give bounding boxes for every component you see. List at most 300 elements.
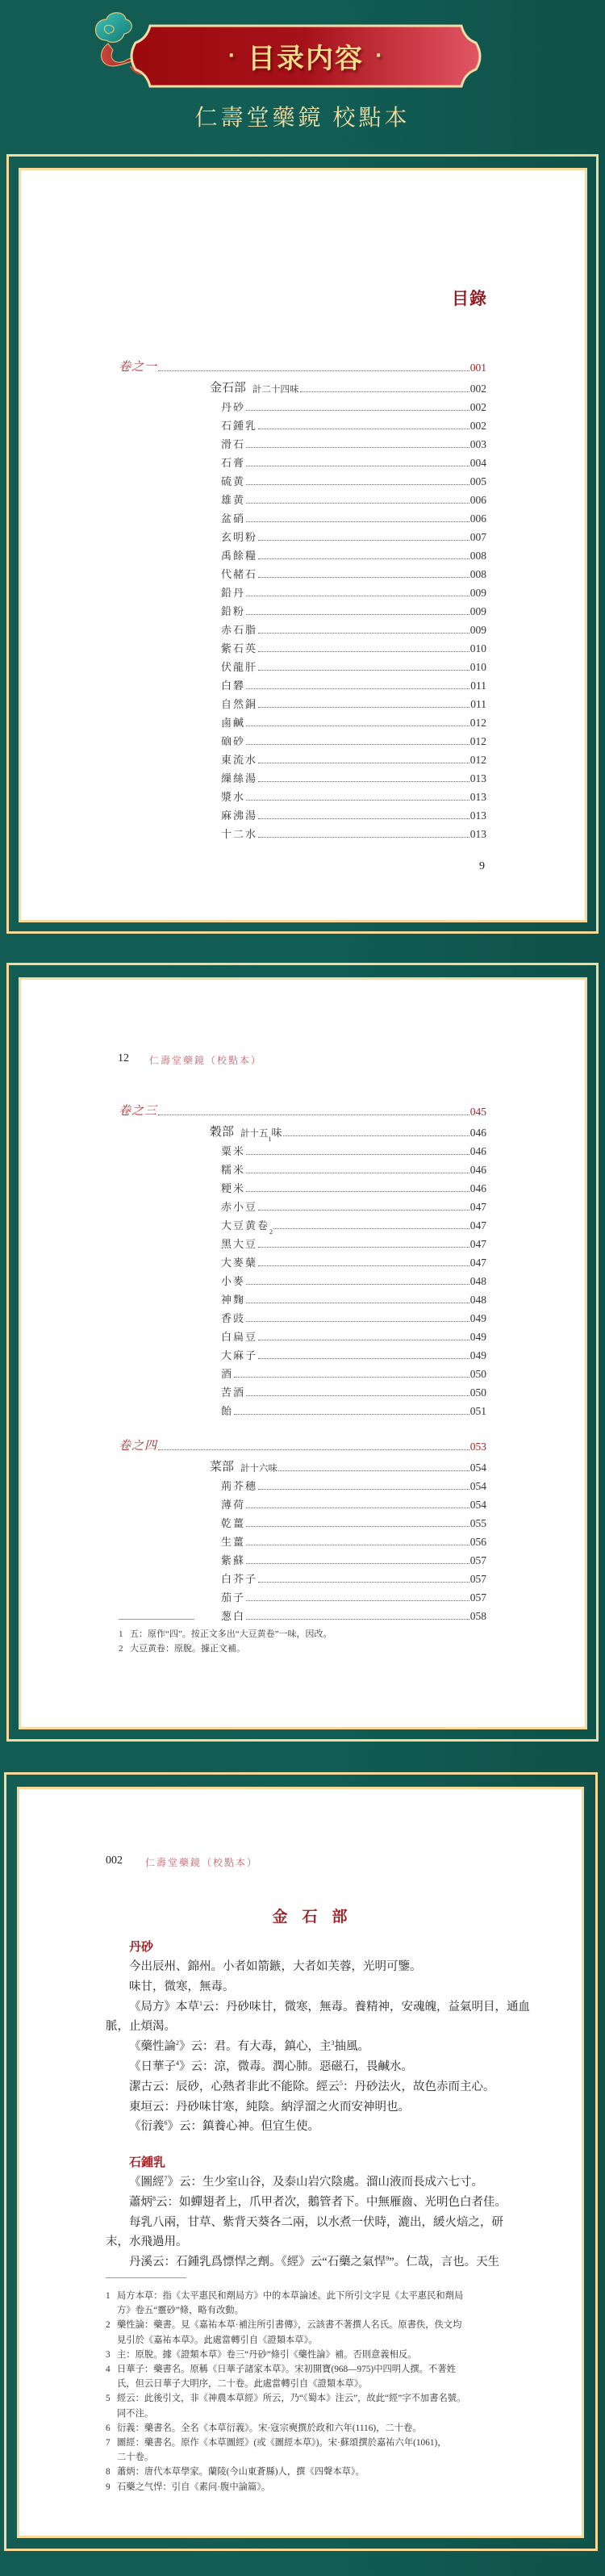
toc-entry-label: 白礬	[221, 680, 246, 692]
body-text: 云：丹砂味甘，微寒，無毒。養精神，安魂魄，益氣明目，通血	[202, 2000, 530, 2014]
section-shizhongru	[106, 2153, 507, 2273]
toc-page-number: 045	[469, 1106, 486, 1118]
toc-entry-label: 乾薑	[221, 1517, 246, 1529]
toc-row-item[interactable]	[119, 1195, 486, 1214]
footnote	[106, 2289, 501, 2318]
toc-page-number: 013	[469, 772, 486, 784]
toc-row-item[interactable]	[119, 748, 486, 767]
toc-entry-label: 茄子	[221, 1591, 246, 1604]
footnote-text: 蕭炳：唐代本草學家。蘭陵(今山東蒼縣)人，撰《四聲本草》。	[117, 2467, 365, 2478]
body-line	[106, 2172, 501, 2193]
toc-page-number: 047	[469, 1257, 486, 1269]
toc-page-number: 012	[469, 754, 486, 766]
dot-leader	[258, 781, 469, 782]
toc-row-item[interactable]	[119, 822, 486, 841]
dot-leader	[246, 503, 469, 504]
toc-page-number: 002	[469, 401, 486, 413]
toc-entry-label: 粟米	[221, 1145, 246, 1157]
footnote-number: 1	[119, 1629, 123, 1639]
toc-row-item[interactable]	[119, 730, 486, 748]
banner-title-text: 目录内容	[248, 43, 364, 75]
toc-row-item[interactable]	[119, 1399, 486, 1418]
toc-row-item[interactable]	[119, 1269, 486, 1288]
toc-row-item[interactable]	[119, 804, 486, 822]
toc-entry-label: 葱白	[221, 1610, 246, 1622]
toc-entry-label: 穀部	[210, 1126, 235, 1139]
footnote-text: 衍義：藥書名。全名《本草衍義》。宋·寇宗奭撰於政和六年(1116)，二十卷。	[117, 2423, 422, 2433]
footnote	[106, 2480, 501, 2494]
dot-leader	[258, 818, 469, 819]
body-text: 》云：生少室山谷，及泰山岩穴陰處。溜山液而長成六七寸。	[167, 2176, 483, 2189]
toc-entry-label: 荊芥穗	[221, 1480, 258, 1492]
toc-page-number: 012	[469, 735, 486, 747]
toc-row-juan[interactable]	[119, 353, 486, 374]
toc-page-number: 054	[469, 1499, 486, 1511]
dot-leader	[258, 837, 469, 838]
dot-leader	[258, 651, 469, 652]
toc-entry-label: 紫石英	[221, 642, 258, 654]
toc-row-item[interactable]: 大豆黄卷 2 047	[119, 1214, 486, 1232]
dot-leader	[258, 540, 469, 541]
toc-entry-label: 鉛丹	[221, 587, 246, 599]
footnotes-2	[119, 1627, 490, 1656]
footnote-text: 見引於《嘉祐本草》。此處當轉引自《證類本草》。	[117, 2335, 318, 2345]
toc-entry-label: 苦酒	[221, 1386, 246, 1399]
toc-entry-label: 糯米	[221, 1164, 246, 1176]
toc-row-item[interactable]	[119, 692, 486, 711]
toc-entry-label: 雄黄	[221, 494, 246, 506]
toc-row-item[interactable]	[119, 1586, 486, 1604]
toc-page-number: 057	[469, 1554, 486, 1566]
banner-title	[129, 26, 482, 86]
toc-entry-label: 香豉	[221, 1312, 246, 1324]
banner-dot-right: ·	[375, 46, 384, 66]
body-text: 味甘，微寒，無毒。	[129, 1980, 235, 1993]
body-text: 》云：君。有大毒，鎮心，主	[179, 2040, 332, 2054]
footnote-text: 主：原脫。據《證類本草》卷三“丹砂”條引《藥性論》補。否則意義相反。	[117, 2349, 417, 2360]
footnote-text: 二十卷。	[117, 2453, 154, 2463]
body-text: ”。仁哉，言也。天生	[389, 2256, 500, 2269]
toc-row-item[interactable]	[119, 1362, 486, 1381]
dot-leader	[258, 1210, 469, 1211]
toc-entry-label: 卷之一	[119, 361, 158, 374]
toc-page-number: 046	[469, 1164, 486, 1176]
toc-entry-label: 丹砂	[221, 401, 246, 413]
toc-entry-label: 鹵鹹	[221, 717, 246, 729]
dot-leader	[246, 1619, 469, 1620]
toc-page-number: 048	[469, 1294, 486, 1306]
toc-page-number: 013	[469, 828, 486, 840]
toc-page-number: 057	[469, 1591, 486, 1604]
footnote-text: 經云：此後引文，非《神農本草經》所云，乃“《蜀本》注云”，故此“經”字不加書名號。	[117, 2394, 466, 2404]
toc-row-item[interactable]	[119, 711, 486, 730]
body-line	[106, 2057, 501, 2077]
footnote	[119, 1641, 490, 1656]
toc-page-number: 010	[469, 642, 486, 654]
running-page-number: 002	[106, 1855, 123, 1867]
body-line	[106, 2037, 501, 2057]
toc-row-item[interactable]	[119, 1232, 486, 1251]
dot-leader	[246, 1563, 469, 1564]
toc-row-item[interactable]	[119, 581, 486, 600]
body-line	[106, 2252, 501, 2273]
toc-page-number: 009	[469, 587, 486, 599]
dot-leader	[258, 1358, 469, 1359]
dot-leader	[246, 744, 469, 745]
dot-leader	[234, 1414, 469, 1415]
toc-entry-label: 繅絲湯	[221, 772, 258, 784]
toc-entry-label: 卷之四	[119, 1440, 158, 1453]
toc-entry-label: 白芥子	[221, 1573, 258, 1585]
page-number: 9	[479, 860, 485, 872]
toc-title: 目錄	[452, 289, 487, 308]
toc-entry-label: 飴	[221, 1405, 234, 1417]
toc-row-item[interactable]	[119, 1177, 486, 1195]
running-title: 仁壽堂藥鏡（校點本）	[145, 1857, 259, 1868]
body-text: 東垣云：丹砂味甘寒，純陰。納浮溜之火而安神明也。	[129, 2100, 410, 2114]
footnote-number: 2	[119, 1644, 123, 1654]
toc-entry-label: 硇砂	[221, 735, 246, 747]
footnote-marker: 3	[331, 2039, 335, 2047]
dot-leader	[246, 1526, 469, 1527]
toc-page-number: 002	[469, 420, 486, 432]
toc-page-number: 049	[469, 1312, 486, 1324]
footnote	[106, 2465, 501, 2479]
footnote	[106, 2362, 501, 2391]
toc-row-juan[interactable]	[119, 1097, 486, 1119]
toc-page-number: 055	[469, 1517, 486, 1529]
entry-heading: 丹砂	[129, 1941, 154, 1954]
dot-leader	[246, 1191, 469, 1192]
toc-page-number: 054	[469, 1462, 486, 1474]
toc-entry-label: 小麥	[221, 1275, 246, 1287]
footnote-rule	[119, 1619, 194, 1620]
toc-entry-label: 大麥蘖	[221, 1257, 258, 1269]
toc-page-number: 058	[469, 1610, 486, 1622]
dot-leader	[258, 1265, 469, 1266]
footnote	[106, 2391, 501, 2420]
footnote	[106, 2318, 501, 2347]
toc-page-number: 005	[469, 475, 486, 487]
toc-entry-label: 禹餘糧	[221, 550, 258, 562]
dot-leader	[234, 1377, 469, 1378]
toc-entry-label: 漿水	[221, 791, 246, 803]
toc-row-item[interactable]	[119, 395, 486, 414]
toc-entry-note: 計二十四味	[252, 385, 299, 395]
toc-row-item[interactable]	[119, 785, 486, 804]
toc-page-number: 050	[469, 1386, 486, 1399]
footnote-text: 藥性論：藥書。見《嘉祐本草·補注所引書傳》，云該書不著撰人名氏。原書佚，佚文均	[117, 2320, 462, 2331]
toc-row-item[interactable]	[119, 1288, 486, 1307]
toc-entry-label: 赤小豆	[221, 1201, 258, 1213]
body-text: 今出辰州、錦州。小者如箭鏃，大者如芙蓉，光明可鑒。	[129, 1960, 422, 1973]
footnote-rule	[106, 2277, 186, 2278]
dot-leader	[246, 484, 469, 485]
footnote-text: 大豆黄卷：原脫。據正文補。	[130, 1644, 245, 1654]
footnote-number: 9	[106, 2482, 111, 2492]
toc-row-item[interactable]	[119, 507, 486, 525]
toc-row-item[interactable]	[119, 674, 486, 692]
footnote-text: 五：原作“四”。按正文多出“大豆黄卷”一味，因改。	[130, 1629, 332, 1639]
toc-entry-label: 鉛粉	[221, 605, 246, 617]
toc-page-number: 012	[469, 717, 486, 729]
toc-row-item[interactable]	[119, 1158, 486, 1177]
footnote-number: 1	[106, 2291, 111, 2301]
dot-leader	[283, 1135, 469, 1136]
toc-row-item[interactable]	[119, 525, 486, 544]
dot-leader	[246, 447, 469, 448]
dot-leader	[246, 521, 469, 522]
toc-page-number: 051	[469, 1405, 486, 1417]
toc-entry-label: 滑石	[221, 438, 246, 450]
footnote-marker: 5	[340, 2079, 343, 2087]
body-text: ：丹砂法火，故色赤而主心。	[343, 2080, 495, 2093]
toc-entry-label: 代赭石	[221, 568, 258, 580]
toc-row-item[interactable]	[119, 414, 486, 433]
toc-page-number: 047	[469, 1201, 486, 1213]
toc-entry-label: 金石部	[210, 382, 247, 395]
body-text: 《局方》本草	[129, 2000, 199, 2014]
footnote-marker: 2	[176, 2039, 179, 2047]
toc-row-item[interactable]	[119, 1604, 486, 1623]
footnote	[106, 2348, 501, 2362]
toc-entry-note: 計十六味	[240, 1464, 278, 1474]
body-text: 》云：涼，微毒。潤心肺。惡磁石，畏鹹水。	[179, 2060, 413, 2073]
toc-row-item[interactable]	[119, 451, 486, 470]
body-text: 每乳八兩，甘草、紫背天葵各二兩，以水煮一伏時，漉出，緩火焙之，研	[129, 2215, 503, 2229]
body-line	[106, 2097, 501, 2118]
toc-entry-note: 計十五	[240, 1129, 269, 1139]
footnote-marker: 1	[199, 1999, 202, 2007]
footnote-marker: 8	[152, 2194, 156, 2202]
dot-leader	[246, 1395, 469, 1396]
running-page-number: 12	[118, 1052, 129, 1064]
book-subtitle: 仁壽堂藥鏡 校點本	[194, 106, 411, 131]
footnote	[106, 2421, 501, 2436]
dot-leader	[258, 577, 469, 578]
toc-page-number: 046	[469, 1145, 486, 1157]
toc-page-number: 006	[469, 494, 486, 506]
toc-page-number: 054	[469, 1480, 486, 1492]
toc-page-number: 053	[469, 1441, 486, 1453]
footnote-text: 局方本草：指《太平惠民和劑局方》中的本草論述。此下所引文字見《太平惠民和劑局	[117, 2291, 464, 2301]
toc-row-item[interactable]	[119, 562, 486, 581]
toc-list-1	[119, 353, 486, 841]
dot-leader	[246, 1600, 469, 1601]
footnote-text: 方》卷五“靈砂”條，略有改動。	[117, 2306, 244, 2316]
toc-row-item[interactable]	[119, 767, 486, 785]
toc-row-bu[interactable]: 穀部 計十五 1 味 046	[119, 1121, 486, 1140]
dot-leader	[258, 633, 469, 634]
body-text: 云：如蟬翅者上，爪甲者次，鵝管者下。中無雁齒、光明色白者佳。	[156, 2195, 507, 2209]
toc-entry-label: 酒	[221, 1368, 234, 1380]
toc-page-number: 002	[469, 383, 486, 395]
toc-row-item[interactable]	[119, 488, 486, 507]
body-text: 脈，止煩渴。	[106, 2020, 176, 2034]
toc-page-number: 001	[469, 362, 486, 374]
toc-entry-label: 薄荷	[221, 1499, 246, 1511]
toc-entry-label: 菜部	[210, 1461, 235, 1474]
toc-row-item[interactable]	[119, 1344, 486, 1362]
toc-row-item[interactable]	[119, 433, 486, 451]
toc-page-number: 010	[469, 661, 486, 673]
body-text: 抽風。	[334, 2040, 369, 2054]
toc-row-bu[interactable]	[119, 1456, 486, 1474]
toc-entry-label: 卷之三	[119, 1105, 158, 1118]
footnote-number: 6	[106, 2423, 111, 2433]
toc-row-item[interactable]	[119, 600, 486, 618]
toc-row-item[interactable]	[119, 1567, 486, 1586]
toc-row-item[interactable]	[119, 1474, 486, 1493]
dot-leader	[246, 614, 469, 615]
footnote	[119, 1627, 490, 1641]
toc-row-item[interactable]	[119, 1530, 486, 1549]
toc-row-item[interactable]	[119, 1140, 486, 1158]
toc-row-item[interactable]	[119, 544, 486, 562]
toc-page-number: 056	[469, 1536, 486, 1548]
footnote-marker: 4	[176, 2059, 179, 2067]
footnote-number: 7	[106, 2438, 111, 2448]
toc-row-item[interactable]	[119, 618, 486, 637]
dot-leader	[246, 1321, 469, 1322]
toc-row-item[interactable]	[119, 637, 486, 655]
footnote-text: 圖經：藥書名。原作《本草圖經》(或《圖經本草》)。宋·蘇頌撰於嘉祐六年(1061)，	[117, 2438, 447, 2448]
toc-page-number: 047	[469, 1238, 486, 1250]
toc-entry-label: 盆硝	[221, 512, 246, 525]
toc-page-number: 009	[469, 624, 486, 636]
toc-entry-label: 生薑	[221, 1536, 246, 1548]
toc-row-item[interactable]	[119, 1493, 486, 1512]
body-text: 》云：鎮養心神。但宜生使。	[167, 2120, 319, 2134]
toc-row-item[interactable]	[119, 470, 486, 488]
toc-row-item[interactable]	[119, 1325, 486, 1344]
toc-page-number: 049	[469, 1349, 486, 1361]
footnote-number: 8	[106, 2467, 111, 2478]
dot-leader	[158, 370, 469, 371]
body-text: 蕭炳	[129, 2195, 152, 2209]
toc-row-juan[interactable]	[119, 1432, 486, 1453]
toc-page-number: 013	[469, 809, 486, 822]
dot-leader	[278, 1470, 469, 1471]
toc-entry-label: 石膏	[221, 457, 246, 469]
dot-leader	[258, 1247, 469, 1248]
toc-page-number: 047	[469, 1219, 486, 1232]
toc-entry-label: 玄明粉	[221, 531, 258, 543]
toc-page-number: 050	[469, 1368, 486, 1380]
toc-entry-label: 東流水	[221, 754, 258, 766]
toc-entry-label: 大豆黄卷	[221, 1219, 270, 1232]
dot-leader	[246, 410, 469, 411]
toc-page-number: 013	[469, 791, 486, 803]
toc-page-number: 046	[469, 1127, 486, 1139]
dot-leader	[258, 707, 469, 708]
toc-row-item[interactable]	[119, 655, 486, 674]
running-title: 仁壽堂藥鏡（校點本）	[149, 1055, 263, 1066]
toc-entry-label: 自然銅	[221, 698, 258, 710]
body-text: 《藥性論	[129, 2040, 176, 2054]
body-text: 《圖經	[129, 2176, 165, 2189]
toc-page-number: 046	[469, 1182, 486, 1194]
footnotes-3	[106, 2289, 501, 2494]
footnote-number: 4	[106, 2365, 111, 2375]
toc-entry-label: 赤石脂	[221, 624, 258, 636]
dot-leader	[246, 688, 469, 689]
toc-page-number: 007	[469, 531, 486, 543]
footnote-text: 同不注。	[117, 2408, 154, 2419]
footnote-text: 日華子：藥書名。原稱《日華子諸家本草》。宋初開寶(968—975)中四明人撰。不著姓	[117, 2365, 456, 2375]
toc-page-number: 004	[469, 457, 486, 469]
dot-leader	[258, 1582, 469, 1583]
toc-row-item[interactable]	[119, 1251, 486, 1269]
toc-page-number: 011	[470, 680, 486, 692]
body-line	[106, 1957, 501, 1977]
toc-row-bu[interactable]	[119, 377, 486, 395]
toc-page-number: 003	[469, 438, 486, 450]
toc-row-item[interactable]	[119, 1381, 486, 1399]
footnote-marker: 7	[164, 2175, 168, 2182]
toc-row-item[interactable]	[119, 1512, 486, 1530]
dot-leader	[273, 1228, 469, 1229]
banner-dot-left: ·	[227, 46, 236, 66]
body-line	[106, 1997, 530, 2018]
toc-entry-label: 石鍾乳	[221, 420, 258, 432]
body-line	[106, 2017, 501, 2037]
footnote-text: 氏，但云日華子大明序，二十卷。此處當轉引自《證類本草》。	[117, 2379, 368, 2390]
dot-leader	[300, 391, 469, 392]
toc-entry-label: 紫蘇	[221, 1554, 246, 1566]
body-text: 末，水飛過用。	[106, 2235, 188, 2249]
body-line	[106, 2193, 507, 2213]
toc-page-number: 048	[469, 1275, 486, 1287]
toc-entry-label: 黑大豆	[221, 1238, 258, 1250]
toc-page-number: 049	[469, 1331, 486, 1343]
toc-page-number: 008	[469, 550, 486, 562]
dot-leader	[246, 1154, 469, 1155]
toc-row-item[interactable]	[119, 1307, 486, 1325]
toc-list-2	[119, 1097, 486, 1623]
toc-page-number: 009	[469, 605, 486, 617]
body-text: 丹溪云：石鍾乳爲慓悍之劑。《經》云“石藥之氣悍	[129, 2256, 386, 2269]
toc-entry-label: 粳米	[221, 1182, 246, 1194]
body-line	[106, 2232, 501, 2252]
footnote-marker: 6	[164, 2119, 168, 2127]
footnote-number: 3	[106, 2349, 111, 2360]
toc-row-item[interactable]	[119, 1549, 486, 1567]
part-title: 金石部	[272, 1909, 362, 1926]
dot-leader	[258, 1489, 469, 1490]
toc-entry-note-tail: 味	[271, 1127, 282, 1139]
footnote-text: 石藥之气悍：引自《素问·腹中論篇》。	[117, 2482, 271, 2492]
body-line	[106, 2077, 501, 2097]
toc-entry-label: 十二水	[221, 828, 258, 840]
dot-leader	[158, 1449, 469, 1450]
dot-leader	[258, 670, 469, 671]
body-text: 潔古云：辰砂，心熱者非此不能除。經云	[129, 2080, 340, 2093]
toc-page-number: 057	[469, 1573, 486, 1585]
section-dansha	[106, 1938, 530, 2137]
toc-page-number: 006	[469, 512, 486, 525]
toc-entry-label: 伏龍肝	[221, 661, 258, 673]
toc-entry-label: 麻沸湯	[221, 809, 258, 822]
toc-entry-label: 白扁豆	[221, 1331, 258, 1343]
body-line	[106, 2213, 501, 2233]
body-line	[106, 2117, 501, 2137]
toc-page-number: 011	[470, 698, 486, 710]
dot-leader	[258, 558, 469, 559]
dot-leader	[246, 800, 469, 801]
body-text: 《衍義	[129, 2120, 165, 2134]
body-text: 《日華子	[129, 2060, 176, 2073]
